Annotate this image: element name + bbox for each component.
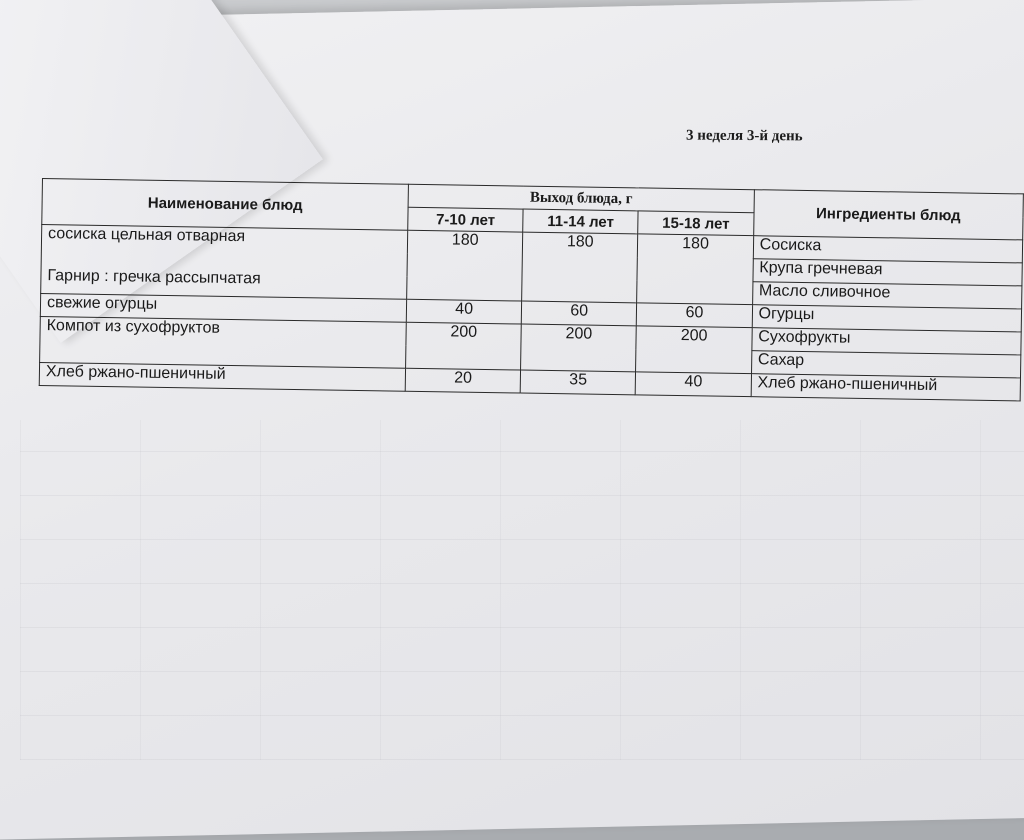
ingredient-cell: Сухофрукты bbox=[752, 328, 1022, 355]
header-portion: Выход блюда, г bbox=[408, 184, 754, 212]
value-cell: 60 bbox=[521, 301, 637, 326]
header-age-15-18: 15-18 лет bbox=[638, 211, 754, 236]
ingredient-cell: Огурцы bbox=[752, 305, 1022, 332]
ingredient-cell: Масло сливочное bbox=[752, 282, 1022, 309]
ingredient-cell: Крупа гречневая bbox=[753, 259, 1023, 286]
dish-name: Компот из сухофруктов bbox=[40, 316, 407, 368]
header-age-11-14: 11-14 лет bbox=[523, 209, 639, 234]
value-cell: 20 bbox=[405, 368, 520, 393]
value-cell: 180 bbox=[637, 234, 753, 305]
header-dish-name: Наименование блюд bbox=[42, 179, 409, 231]
header-age-7-10: 7-10 лет bbox=[408, 207, 523, 232]
ingredient-cell: Хлеб ржано-пшеничный bbox=[751, 374, 1021, 401]
value-cell: 180 bbox=[522, 232, 638, 303]
dish-name: сосиска цельная отварная bbox=[47, 225, 246, 246]
value-cell: 40 bbox=[406, 299, 521, 324]
dish-name: свежие огурцы bbox=[40, 293, 407, 322]
value-cell: 200 bbox=[636, 326, 752, 374]
menu-table bbox=[39, 178, 1024, 401]
ingredient-cell: Сахар bbox=[751, 351, 1021, 378]
value-cell: 35 bbox=[520, 370, 636, 395]
page-heading: 3 неделя 3-й день bbox=[685, 127, 803, 145]
ingredient-cell: Сосиска bbox=[753, 236, 1023, 263]
value-cell: 200 bbox=[406, 322, 522, 370]
value-cell: 200 bbox=[521, 324, 637, 372]
dish-cell bbox=[41, 225, 408, 300]
header-ingredients: Ингредиенты блюд bbox=[753, 190, 1023, 240]
value-cell: 40 bbox=[636, 372, 752, 397]
value-cell: 60 bbox=[637, 303, 753, 328]
dish-name: Хлеб ржано-пшеничный bbox=[39, 362, 406, 391]
value-cell: 180 bbox=[407, 230, 523, 301]
show-through-lines bbox=[20, 420, 1024, 760]
dish-garnish: Гарнир : гречка рассыпчатая bbox=[47, 267, 261, 288]
